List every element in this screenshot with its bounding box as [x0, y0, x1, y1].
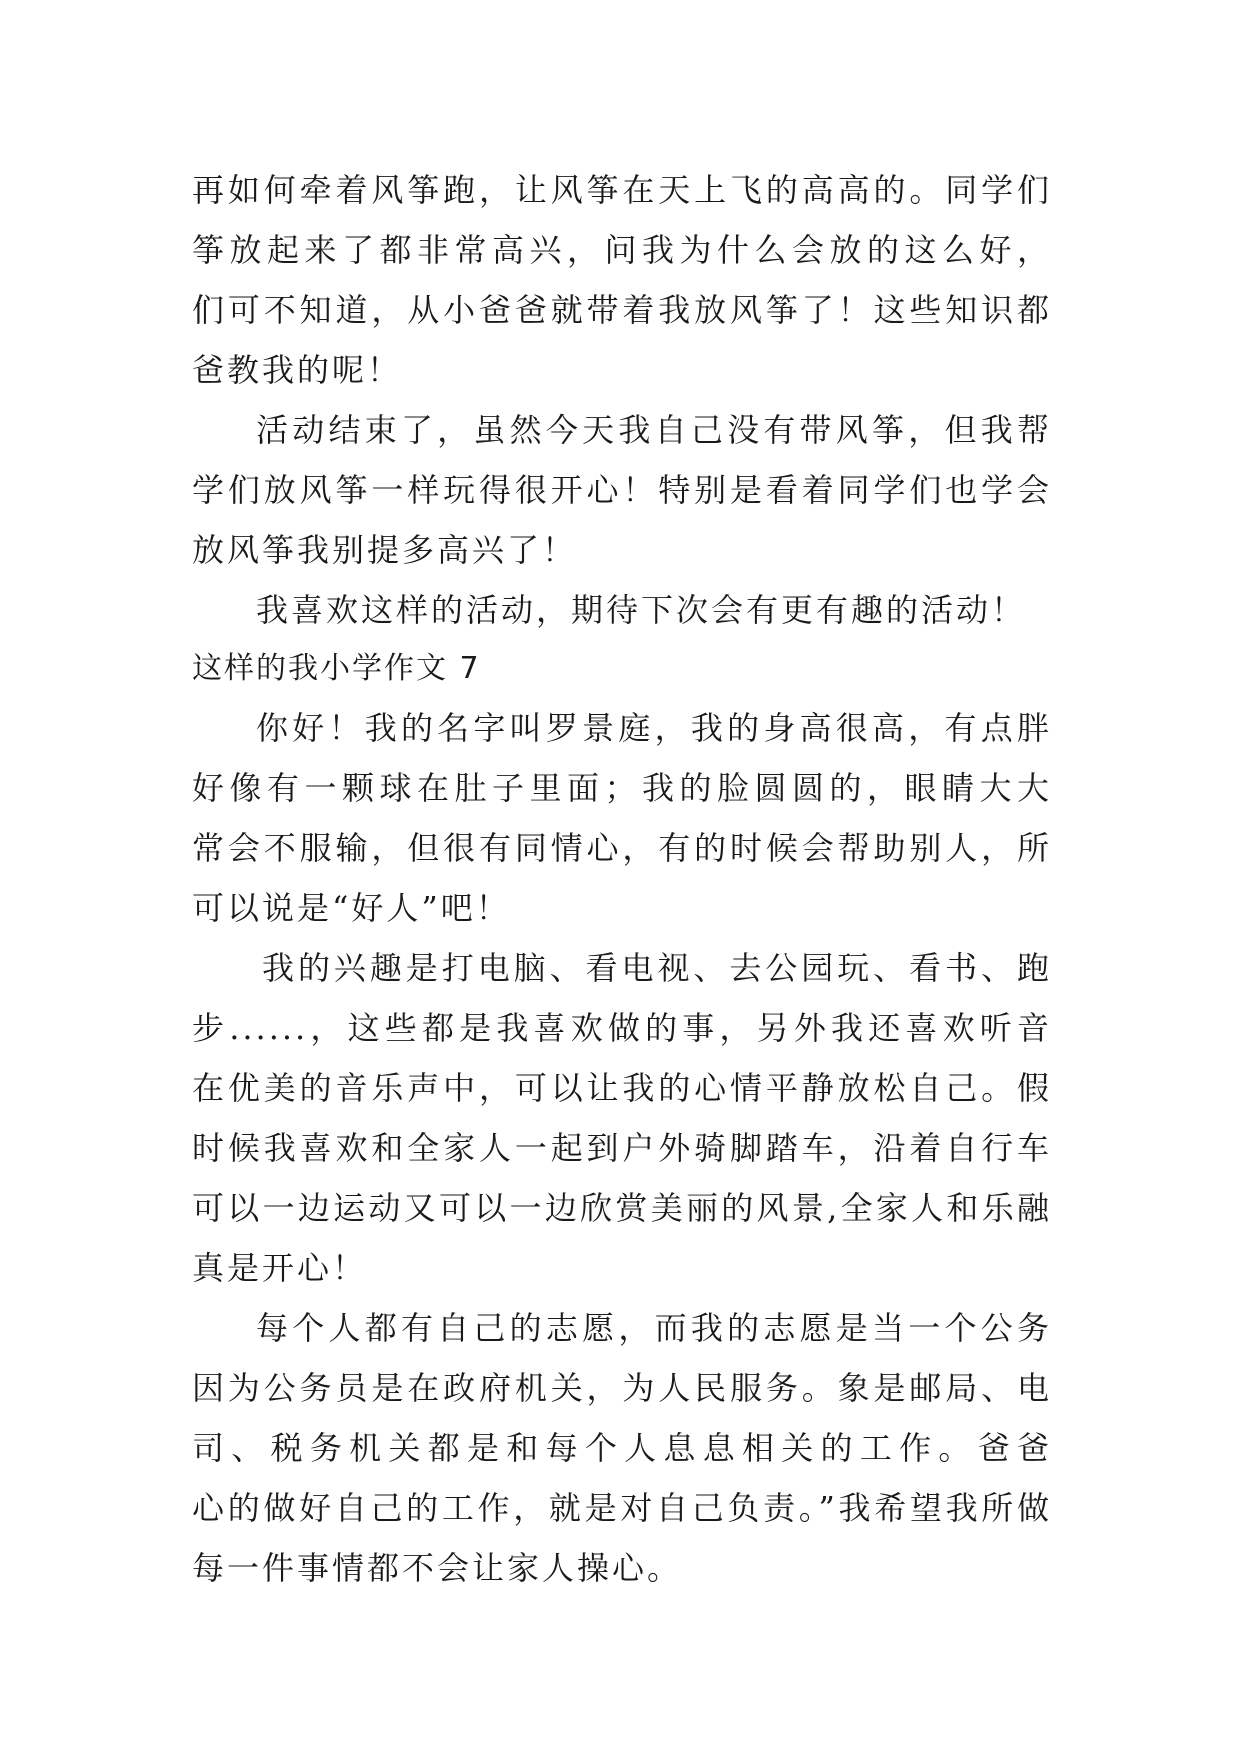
paragraph-first-line: 你好！我的名字叫罗景庭，我的身高很高，有点胖: [256, 709, 1052, 747]
paragraph-first-line: 我的兴趣是打电脑、看电视、去公园玩、看书、跑: [262, 949, 1052, 987]
text-line: 常会不服输，但很有同情心，有的时候会帮助别人，所: [192, 829, 1052, 867]
text-line: 放风筝我别提多高兴了！: [192, 531, 578, 569]
text-line: 时候我喜欢和全家人一起到户外骑脚踏车，沿着自行车: [192, 1129, 1052, 1167]
text-line: 步......，这些都是我喜欢做的事，另外我还喜欢听音: [192, 1009, 1052, 1047]
section-heading: 这样的我小学作文 7: [192, 651, 481, 686]
text-line: 学们放风筝一样玩得很开心！特别是看着同学们也学会: [192, 471, 1052, 509]
text-line: 真是开心！: [192, 1249, 368, 1287]
text-line: 好像有一颗球在肚子里面；我的脸圆圆的，眼睛大大: [192, 769, 1052, 807]
text-line: 在优美的音乐声中，可以让我的心情平静放松自己。假: [192, 1069, 1052, 1107]
text-line: 爸教我的呢！: [192, 351, 403, 389]
text-line: 因为公务员是在政府机关，为人民服务。象是邮局、电: [192, 1369, 1052, 1407]
text-line: 每一件事情都不会让家人操心。: [192, 1549, 683, 1587]
text-line: 司、税务机关都是和每个人息息相关的工作。爸爸: [192, 1429, 1052, 1467]
paragraph-first-line: 我喜欢这样的活动，期待下次会有更有趣的活动！: [256, 591, 1027, 629]
text-line: 再如何牵着风筝跑，让风筝在天上飞的高高的。同学们: [192, 171, 1052, 209]
paragraph-first-line: 活动结束了，虽然今天我自己没有带风筝，但我帮: [256, 411, 1052, 449]
text-line: 们可不知道，从小爸爸就带着我放风筝了！这些知识都: [192, 291, 1052, 329]
text-line: 心的做好自己的工作，就是对自己负责。”我希望我所做: [192, 1489, 1052, 1527]
text-line: 可以一边运动又可以一边欣赏美丽的风景,全家人和乐融: [192, 1189, 1052, 1227]
essay-body: [192, 160, 1052, 1598]
text-line: 可以说是“好人”吧！: [192, 889, 511, 927]
text-line: 筝放起来了都非常高兴，问我为什么会放的这么好，: [192, 231, 1052, 269]
paragraph-first-line: 每个人都有自己的志愿，而我的志愿是当一个公务: [256, 1309, 1052, 1347]
